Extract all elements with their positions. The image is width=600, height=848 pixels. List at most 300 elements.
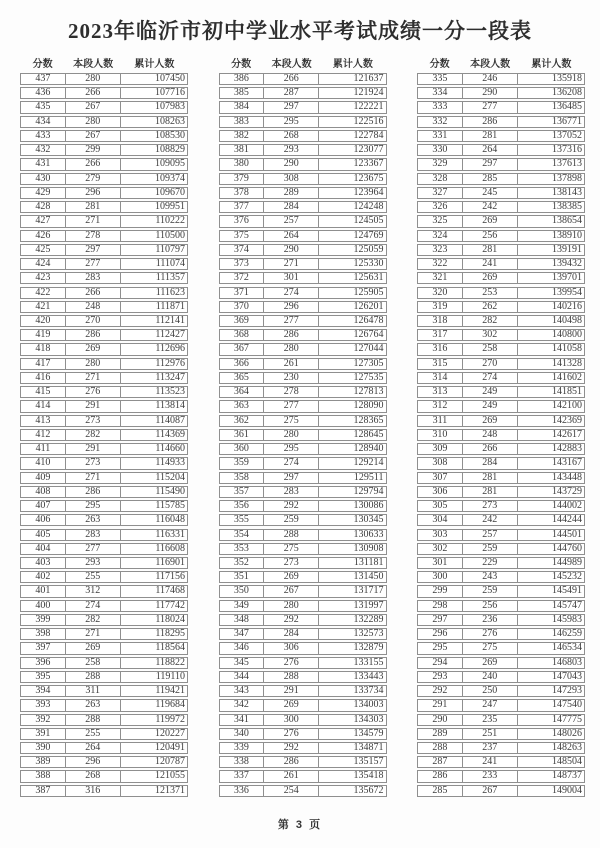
score-cell: 435 [21,102,66,112]
cumulative-count-cell: 124505 [353,216,384,227]
score-cell: 428 [21,202,66,212]
table-row [219,756,387,768]
score-cell: 326 [418,202,463,212]
segment-count-cell: 283 [66,530,121,540]
score-cell: 310 [418,430,463,440]
table-row [20,457,188,469]
score-cell: 329 [418,159,463,169]
segment-count-cell: 274 [463,373,518,383]
score-cell: 407 [21,501,66,511]
cumulative-count-cell: 142100 [551,401,582,412]
table-row [20,628,188,640]
segment-count-cell: 291 [66,444,121,454]
segment-count-cell: 267 [264,586,319,596]
score-cell: 405 [21,530,66,540]
score-cell: 304 [418,515,463,525]
table-row [20,372,188,384]
score-cell: 320 [418,288,463,298]
segment-count-cell: 286 [66,487,121,497]
score-cell: 295 [418,643,463,653]
cumulative-count-cell: 119684 [155,700,185,711]
score-cell: 396 [21,658,66,668]
score-cell: 308 [418,458,463,468]
segment-count-cell: 290 [264,245,319,255]
score-cell: 311 [418,416,463,426]
table-row [417,543,585,555]
score-cell: 340 [220,729,265,739]
segment-count-cell: 241 [463,757,518,767]
cumulative-count-cell: 118822 [155,657,185,668]
cumulative-count-cell: 142883 [551,444,582,455]
segment-count-cell: 288 [66,715,121,725]
segment-count-cell: 284 [463,458,518,468]
table-row [219,642,387,654]
segment-count-cell: 289 [264,188,319,198]
segment-count-cell: 250 [463,686,518,696]
segment-count-cell: 251 [463,729,518,739]
segment-count-cell: 286 [463,117,518,127]
score-cell: 345 [220,658,265,668]
table-row [417,457,585,469]
segment-count-cell: 263 [66,515,121,525]
score-cell: 398 [21,629,66,639]
cumulative-count-cell: 146534 [551,643,582,654]
score-cell: 422 [21,288,66,298]
segment-count-cell: 285 [463,174,518,184]
cumulative-count-cell: 132573 [353,629,384,640]
cumulative-count-cell: 115785 [155,501,185,512]
table-row [20,73,188,85]
score-cell: 338 [220,757,265,767]
cumulative-count-cell: 126764 [353,330,384,341]
table-row [20,714,188,726]
score-cell: 394 [21,686,66,696]
segment-count-cell: 266 [66,159,121,169]
segment-count-cell: 292 [264,615,319,625]
segment-count-cell: 245 [463,188,518,198]
table-row [417,486,585,498]
cumulative-count-cell: 147043 [551,671,582,682]
table-row [219,628,387,640]
cumulative-count-cell: 140800 [551,330,582,341]
segment-count-cell: 257 [264,216,319,226]
segment-count-cell: 299 [66,145,121,155]
cumulative-count-cell: 122784 [353,130,384,141]
score-cell: 350 [220,586,265,596]
segment-count-cell: 276 [264,729,319,739]
cumulative-count-cell: 114933 [155,458,185,469]
table-row [219,742,387,754]
table-header [417,58,585,71]
segment-count-cell: 236 [463,615,518,625]
score-cell: 327 [418,188,463,198]
segment-count-cell: 296 [66,757,121,767]
segment-count-cell: 243 [463,572,518,582]
table-row [417,116,585,128]
table-row [219,714,387,726]
cumulative-count-cell: 131450 [353,572,384,583]
segment-count-cell: 248 [66,302,121,312]
score-tables-container [20,58,585,799]
table-row [219,343,387,355]
segment-count-cell: 273 [463,501,518,511]
score-cell: 424 [21,259,66,269]
cumulative-count-cell: 107716 [154,88,185,99]
cumulative-count-cell: 125631 [353,273,384,284]
cumulative-count-cell: 117742 [155,600,185,611]
segment-count-cell: 280 [264,601,319,611]
table-body [219,73,387,797]
score-cell: 373 [220,259,265,269]
cumulative-count-cell: 134303 [353,714,384,725]
table-row [417,600,585,612]
cumulative-count-cell: 123964 [353,187,384,198]
table-row [417,258,585,270]
table-row [417,158,585,170]
cumulative-count-cell: 148737 [551,771,582,782]
segment-count-cell: 268 [264,131,319,141]
score-cell: 351 [220,572,265,582]
cumulative-count-cell: 145491 [551,586,582,597]
score-cell: 335 [418,74,463,84]
score-cell: 437 [21,74,66,84]
segment-count-cell: 264 [463,145,518,155]
score-cell: 298 [418,601,463,611]
cumulative-count-cell: 107450 [154,74,185,84]
score-cell: 381 [220,145,265,155]
cumulative-count-cell: 138385 [551,202,582,213]
cumulative-count-cell: 113247 [155,372,185,383]
cumulative-count-cell: 116901 [155,557,185,568]
cumulative-count-cell: 143167 [551,458,582,469]
segment-count-cell: 281 [463,131,518,141]
table-row [219,529,387,541]
table-row [417,187,585,199]
table-row [219,514,387,526]
table-row [219,230,387,242]
cumulative-count-cell: 113523 [155,387,185,398]
score-cell: 360 [220,444,265,454]
segment-count-cell: 279 [66,174,121,184]
table-row [417,244,585,256]
score-cell: 330 [418,145,463,155]
cumulative-count-cell: 127044 [353,344,384,355]
table-row [219,543,387,555]
table-row [417,400,585,412]
table-row [20,529,188,541]
cumulative-count-cell: 114087 [155,415,185,426]
table-row [219,600,387,612]
column-header-cumulative-count: 累计人数 [332,59,373,70]
cumulative-count-cell: 118564 [155,643,185,654]
segment-count-cell: 256 [463,231,518,241]
score-cell: 328 [418,174,463,184]
cumulative-count-cell: 109670 [154,187,185,198]
table-row [417,87,585,99]
segment-count-cell: 247 [463,700,518,710]
table-row [417,699,585,711]
table-row [417,343,585,355]
cumulative-count-cell: 129794 [353,486,384,497]
table-row [20,571,188,583]
segment-count-cell: 258 [463,344,518,354]
cumulative-count-cell: 137316 [551,145,582,156]
table-row [417,571,585,583]
score-cell: 366 [220,359,265,369]
table-header [219,58,387,71]
cumulative-count-cell: 137613 [551,159,582,170]
segment-count-cell: 266 [66,88,121,98]
table-row [417,514,585,526]
score-cell: 305 [418,501,463,511]
segment-count-cell: 273 [66,458,121,468]
cumulative-count-cell: 125059 [353,244,384,255]
segment-count-cell: 281 [66,202,121,212]
table-row [20,116,188,128]
segment-count-cell: 278 [66,231,121,241]
table-row [20,600,188,612]
segment-count-cell: 274 [264,288,319,298]
segment-count-cell: 271 [66,373,121,383]
segment-count-cell: 259 [463,544,518,554]
cumulative-count-cell: 121637 [353,74,384,84]
table-row [20,785,188,797]
column-header-score: 分数 [429,59,450,70]
cumulative-count-cell: 126478 [353,315,384,326]
table-row [20,173,188,185]
table-row [219,429,387,441]
cumulative-count-cell: 133443 [353,671,384,682]
score-cell: 368 [220,330,265,340]
score-cell: 374 [220,245,265,255]
column-header-score: 分数 [32,59,53,70]
cumulative-count-cell: 116048 [155,515,185,526]
cumulative-count-cell: 148504 [551,757,582,768]
score-cell: 421 [21,302,66,312]
table-row [417,315,585,327]
table-row [20,101,188,113]
segment-count-cell: 282 [463,316,518,326]
column-header-segment-count: 本段人数 [271,59,312,70]
segment-count-cell: 277 [66,259,121,269]
cumulative-count-cell: 128940 [353,444,384,455]
score-cell: 296 [418,629,463,639]
segment-count-cell: 275 [264,544,319,554]
score-cell: 425 [21,245,66,255]
table-row [20,230,188,242]
table-row [20,315,188,327]
score-cell: 300 [418,572,463,582]
score-cell: 337 [220,771,265,781]
segment-count-cell: 249 [463,387,518,397]
score-cell: 429 [21,188,66,198]
score-cell: 406 [21,515,66,525]
score-cell: 299 [418,586,463,596]
table-row [20,543,188,555]
cumulative-count-cell: 130633 [353,529,384,540]
segment-count-cell: 288 [66,672,121,682]
score-cell: 346 [220,643,265,653]
table-row [417,443,585,455]
score-cell: 418 [21,344,66,354]
score-cell: 365 [220,373,265,383]
table-row [417,642,585,654]
table-row [20,657,188,669]
score-cell: 419 [21,330,66,340]
segment-count-cell: 230 [264,373,319,383]
cumulative-count-cell: 141851 [551,387,582,398]
score-cell: 347 [220,629,265,639]
segment-count-cell: 257 [463,530,518,540]
score-cell: 369 [220,316,265,326]
table-row [417,685,585,697]
table-row [219,144,387,156]
segment-count-cell: 284 [264,202,319,212]
table-row [20,258,188,270]
cumulative-count-cell: 109095 [154,159,185,170]
score-cell: 349 [220,601,265,611]
table-row [20,244,188,256]
score-cell: 336 [220,786,265,796]
cumulative-count-cell: 127813 [353,387,384,398]
segment-count-cell: 276 [463,629,518,639]
score-cell: 423 [21,273,66,283]
segment-count-cell: 255 [66,572,121,582]
table-row [20,329,188,341]
segment-count-cell: 274 [264,458,319,468]
segment-count-cell: 269 [66,643,121,653]
score-cell: 355 [220,515,265,525]
score-cell: 436 [21,88,66,98]
cumulative-count-cell: 145747 [551,600,582,611]
score-cell: 427 [21,216,66,226]
table-row [417,671,585,683]
score-cell: 414 [21,401,66,411]
page-number: 第 3 页 [277,819,323,831]
score-cell: 297 [418,615,463,625]
table-row [20,500,188,512]
score-cell: 293 [418,672,463,682]
table-row [20,443,188,455]
score-cell: 433 [21,131,66,141]
score-cell: 354 [220,530,265,540]
cumulative-count-cell: 129511 [353,472,384,483]
segment-count-cell: 249 [463,401,518,411]
cumulative-count-cell: 149004 [551,785,582,796]
cumulative-count-cell: 119421 [155,686,185,697]
cumulative-count-cell: 123077 [353,145,384,156]
segment-count-cell: 301 [264,273,319,283]
table-row [20,343,188,355]
cumulative-count-cell: 145232 [551,572,582,583]
score-cell: 401 [21,586,66,596]
score-cell: 390 [21,743,66,753]
segment-count-cell: 282 [66,615,121,625]
segment-count-cell: 264 [66,743,121,753]
cumulative-count-cell: 137898 [551,173,582,184]
segment-count-cell: 281 [463,245,518,255]
cumulative-count-cell: 128645 [353,429,384,440]
score-cell: 432 [21,145,66,155]
segment-count-cell: 237 [463,743,518,753]
score-cell: 434 [21,117,66,127]
table-row [20,742,188,754]
table-row [219,73,387,85]
segment-count-cell: 254 [264,786,319,796]
score-cell: 371 [220,288,265,298]
segment-count-cell: 286 [264,330,319,340]
table-row [219,215,387,227]
table-row [20,728,188,740]
segment-count-cell: 293 [264,145,319,155]
score-cell: 409 [21,473,66,483]
score-cell: 359 [220,458,265,468]
cumulative-count-cell: 135918 [551,74,582,84]
segment-count-cell: 269 [264,700,319,710]
table-row [20,272,188,284]
cumulative-count-cell: 144244 [551,515,582,526]
table-row [219,415,387,427]
score-cell: 302 [418,544,463,554]
score-cell: 332 [418,117,463,127]
table-row [20,756,188,768]
cumulative-count-cell: 119972 [155,714,185,725]
score-cell: 289 [418,729,463,739]
segment-count-cell: 308 [264,174,319,184]
score-cell: 382 [220,131,265,141]
cumulative-count-cell: 144002 [551,501,582,512]
table-row [417,728,585,740]
table-row [417,785,585,797]
score-cell: 391 [21,729,66,739]
table-row [20,187,188,199]
cumulative-count-cell: 148263 [551,743,582,754]
cumulative-count-cell: 115204 [155,472,185,483]
column-header-cumulative-count: 累计人数 [531,59,572,70]
cumulative-count-cell: 141328 [551,358,582,369]
table-row [219,657,387,669]
segment-count-cell: 267 [66,131,121,141]
segment-count-cell: 316 [66,786,121,796]
score-cell: 364 [220,387,265,397]
table-row [20,400,188,412]
score-cell: 386 [220,74,265,84]
table-row [417,372,585,384]
table-row [20,215,188,227]
score-cell: 411 [21,444,66,454]
score-cell: 420 [21,316,66,326]
table-row [219,457,387,469]
segment-count-cell: 240 [463,672,518,682]
table-row [219,101,387,113]
table-row [20,301,188,313]
table-row [417,287,585,299]
cumulative-count-cell: 136771 [551,116,582,127]
table-row [417,415,585,427]
cumulative-count-cell: 144501 [551,529,582,540]
segment-count-cell: 281 [463,487,518,497]
segment-count-cell: 283 [264,487,319,497]
cumulative-count-cell: 128365 [353,415,384,426]
table-row [219,557,387,569]
segment-count-cell: 297 [463,159,518,169]
table-row [219,770,387,782]
table-row [20,201,188,213]
score-cell: 306 [418,487,463,497]
cumulative-count-cell: 127535 [353,372,384,383]
table-row [20,358,188,370]
table-row [417,230,585,242]
